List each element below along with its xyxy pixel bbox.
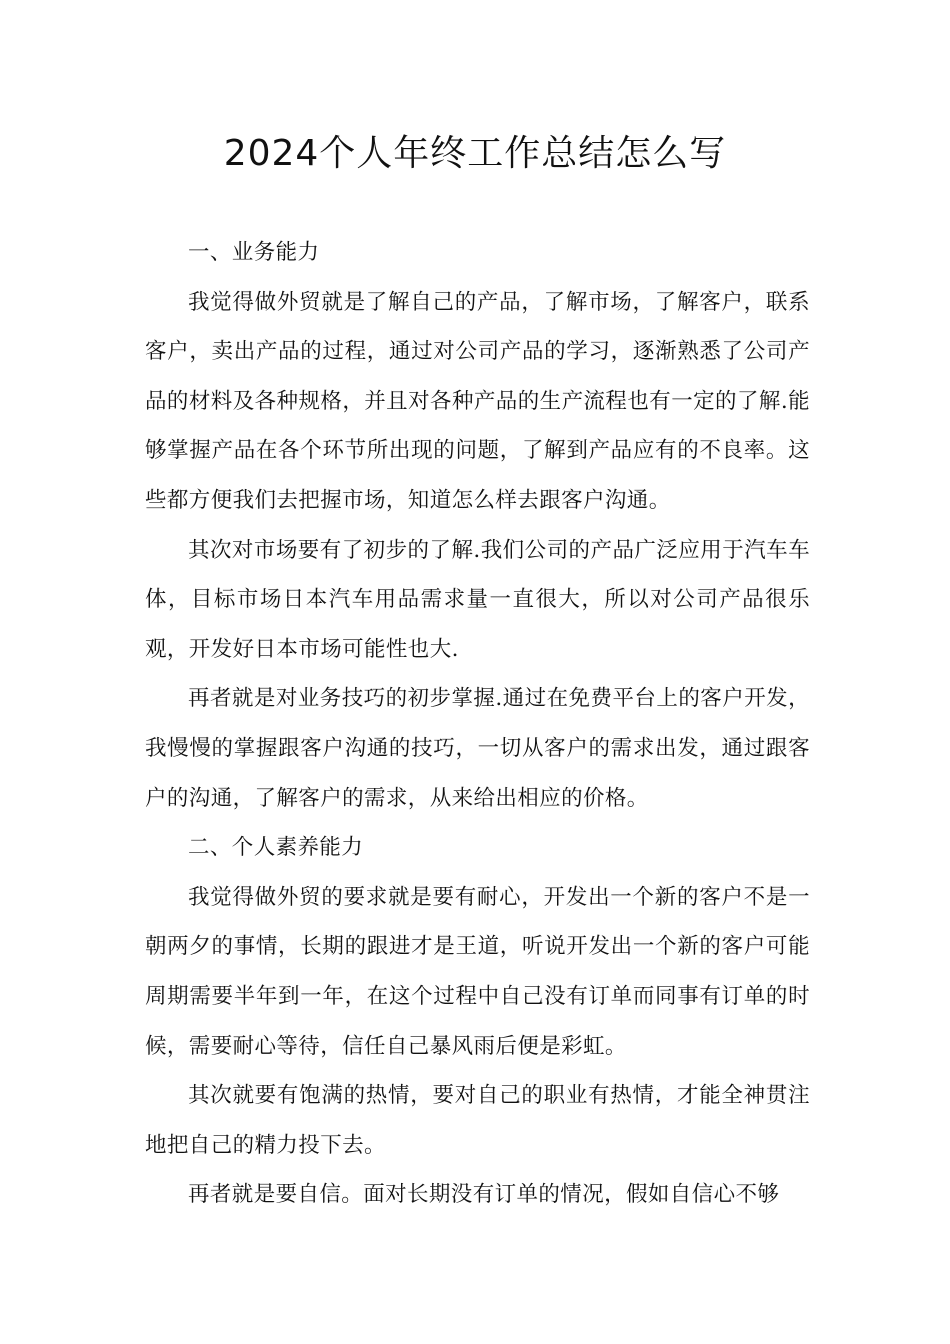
section-heading-personal: 二、个人素养能力	[188, 835, 364, 861]
document-title: 2024个人年终工作总结怎么写	[223, 133, 727, 174]
paragraph: 再者就是要自信。面对长期没有订单的情况，假如自信心不够	[188, 1182, 780, 1208]
paragraph: 我觉得做外贸的要求就是要有耐心，开发出一个新的客户不是一朝两夕的事情，长期的跟进才是王道，听说开发出一个新的客户可能周期需要半年到一年，在这个过程中自己没有订单而同事有订单的时候，需要耐心等待，信任自己暴风雨后便是彩虹。	[145, 884, 810, 1059]
paragraph: 我觉得做外贸就是了解自己的产品，了解市场，了解客户，联系客户，卖出产品的过程，通过对公司产品的学习，逐渐熟悉了公司产品的材料及各种规格，并且对各种产品的生产流程也有一定的了解.能够掌握产品在各个环节所出现的问题，了解到产品应有的不良率。这些都方便我们去把握市场，知道怎么样去跟客户沟通。	[145, 289, 810, 513]
paragraph: 其次就要有饱满的热情，要对自己的职业有热情，才能全神贯注地把自己的精力投下去。	[145, 1083, 810, 1158]
section-heading-business: 一、业务能力	[188, 240, 320, 265]
paragraph: 再者就是对业务技巧的初步掌握.通过在免费平台上的客户开发，我慢慢的掌握跟客户沟通的技巧，一切从客户的需求出发，通过跟客户的沟通，了解客户的需求，从来给出相应的价格。	[145, 686, 810, 811]
paragraph: 其次对市场要有了初步的了解.我们公司的产品广泛应用于汽车车体，目标市场日本汽车用品需求量一直很大，所以对公司产品很乐观，开发好日本市场可能性也大.	[145, 537, 810, 662]
document-body	[145, 228, 810, 1220]
